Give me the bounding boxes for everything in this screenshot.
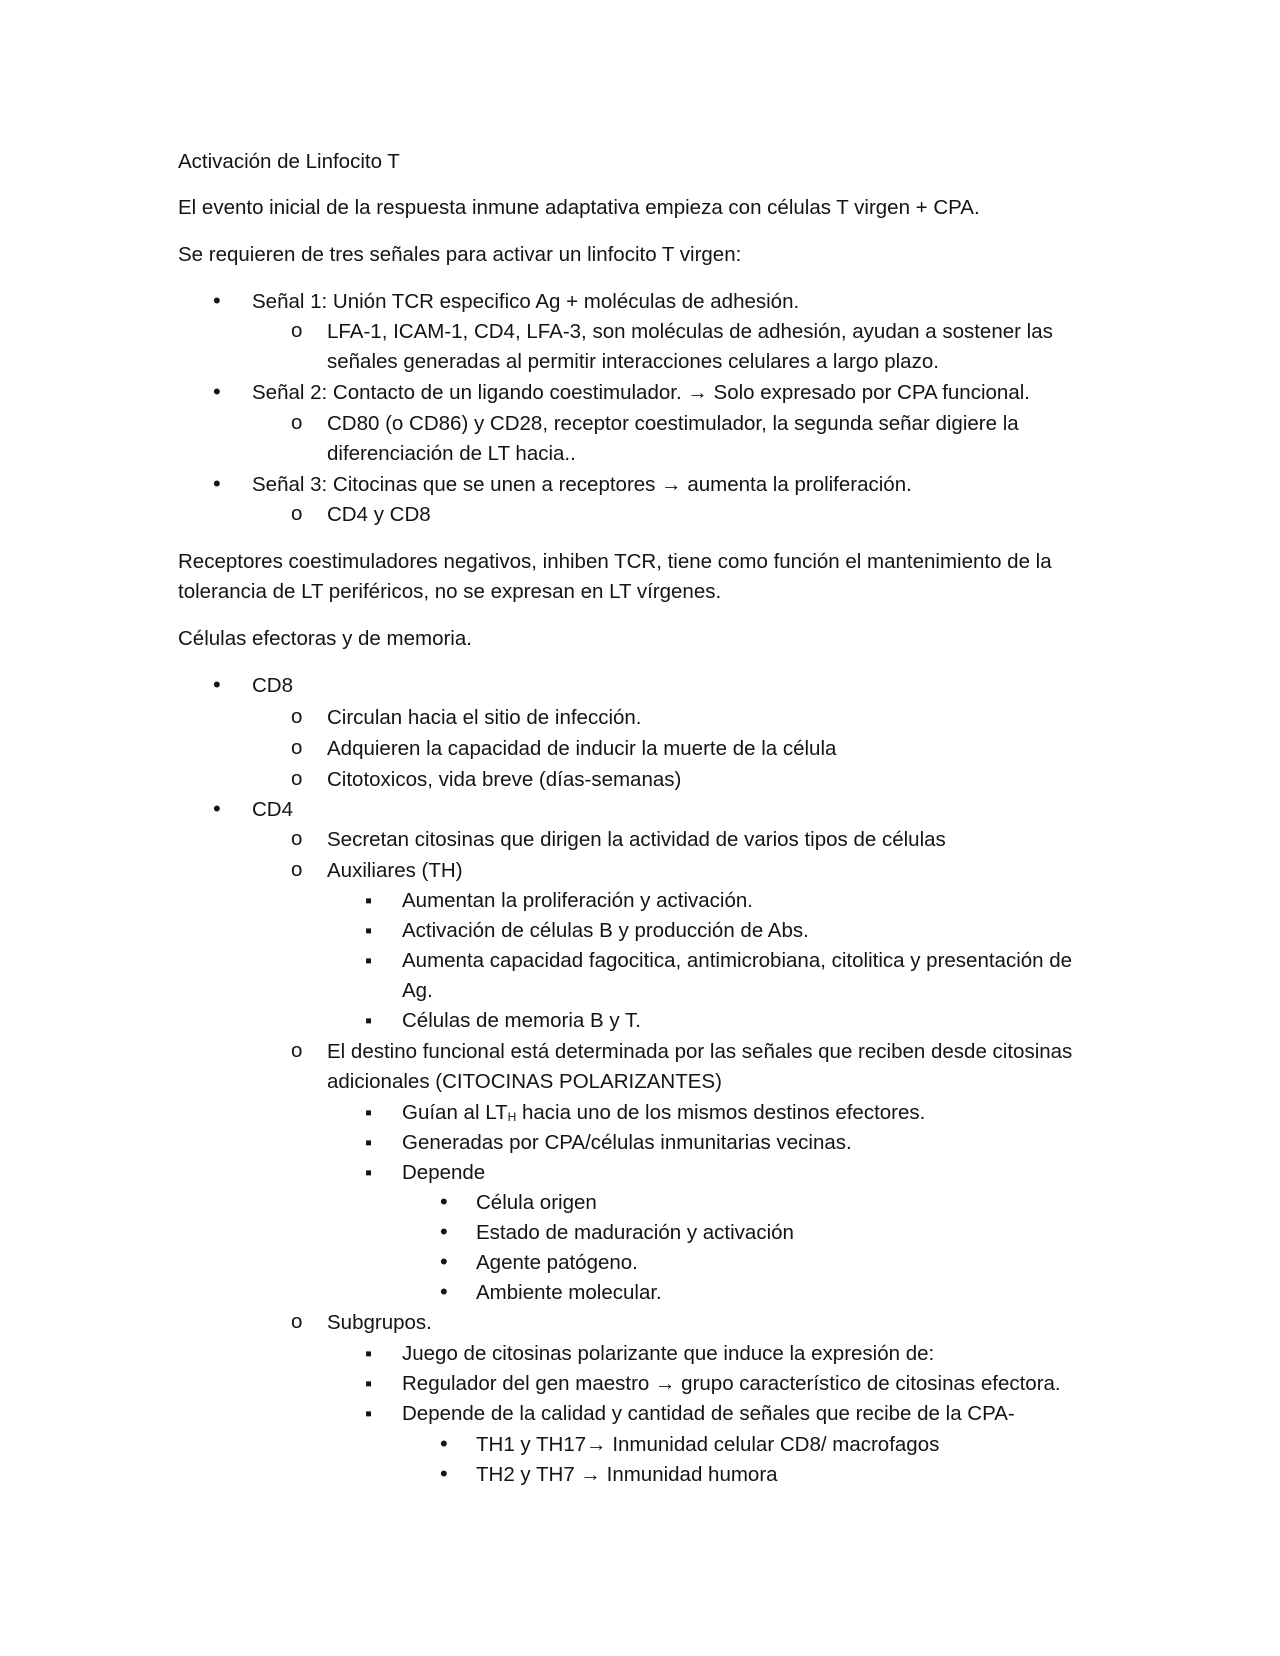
bullet-circle	[291, 702, 302, 732]
bullet-square	[365, 946, 372, 976]
bullet-square	[365, 1098, 372, 1128]
signal-2-detail: CD80 (o CD86) y CD28, receptor coestimulador, la segunda señar digiere la	[327, 412, 1019, 435]
signal-2: Señal 2: Contacto de un ligando coestimulador. → Solo expresado por CPA funcional.	[252, 381, 1030, 404]
bullet-circle	[291, 855, 302, 885]
bullet-circle	[291, 824, 302, 854]
destiny-detail: Depende	[402, 1161, 486, 1184]
cd4-item: CD4	[252, 798, 294, 821]
bullet-square	[365, 1006, 372, 1036]
subgroup-detail: Depende de la calidad y cantidad de señales que recibe de la CPA-	[402, 1402, 1015, 1425]
bullet-disc	[213, 670, 221, 701]
th-function: Aumenta capacidad fagocitica, antimicrobiana, citolitica y presentación de	[402, 949, 1073, 972]
dependency-item: Célula origen	[476, 1191, 597, 1214]
bullet-disc	[440, 1217, 448, 1248]
th-subset-item: TH1 y TH17→ Inmunidad celular CD8/ macrofagos	[476, 1433, 940, 1456]
th-function-cont: Ag.	[402, 979, 433, 1002]
dependency-item: Estado de maduración y activación	[476, 1221, 794, 1244]
negative-receptors-paragraph: Receptores coestimuladores negativos, inhiben TCR, tiene como función el mantenimiento de la	[178, 550, 1052, 573]
cd8-detail: Adquieren la capacidad de inducir la muerte de la célula	[327, 737, 837, 760]
functional-destiny-cont: adicionales (CITOCINAS POLARIZANTES)	[327, 1070, 722, 1093]
bullet-square	[365, 886, 372, 916]
cd8-detail: Citotoxicos, vida breve (días-semanas)	[327, 768, 682, 791]
bullet-square	[365, 1128, 372, 1158]
bullet-disc	[440, 1429, 448, 1460]
bullet-square	[365, 1339, 372, 1369]
bullet-circle	[291, 764, 302, 794]
bullet-disc	[440, 1459, 448, 1490]
destiny-detail: Guían al $LT_H$ hacia uno de los mismos destinos efectores.	[402, 1101, 926, 1124]
bullet-circle	[291, 316, 302, 346]
signal-1-detail-cont: señales generadas al permitir interacciones celulares a largo plazo.	[327, 350, 939, 373]
bullet-disc	[440, 1187, 448, 1218]
th-subset-item: TH2 y TH7 → Inmunidad humora	[476, 1463, 778, 1486]
signal-1: Señal 1: Unión TCR especifico Ag + moléculas de adhesión.	[252, 290, 800, 313]
cd8-detail: Circulan hacia el sitio de infección.	[327, 706, 642, 729]
subgroups-item: Subgrupos.	[327, 1311, 432, 1334]
bullet-disc	[213, 377, 221, 408]
bullet-circle	[291, 499, 302, 529]
signal-2-detail-cont: diferenciación de LT hacia..	[327, 442, 576, 465]
bullet-disc	[440, 1277, 448, 1308]
dependency-item: Ambiente molecular.	[476, 1281, 662, 1304]
functional-destiny: El destino funcional está determinada por las señales que reciben desde citosinas	[327, 1040, 1073, 1063]
cd4-detail: Secretan citosinas que dirigen la actividad de varios tipos de células	[327, 828, 946, 851]
cd4-detail: Auxiliares (TH)	[327, 859, 463, 882]
bullet-disc	[213, 469, 221, 500]
dependency-item: Agente patógeno.	[476, 1251, 638, 1274]
cd8-item: CD8	[252, 674, 294, 697]
subgroup-detail: Regulador del gen maestro → grupo característico de citosinas efectora.	[402, 1372, 1061, 1395]
th-function: Aumentan la proliferación y activación.	[402, 889, 753, 912]
intro-paragraph: El evento inicial de la respuesta inmune adaptativa empieza con células T virgen + CPA.	[178, 196, 980, 219]
bullet-square	[365, 916, 372, 946]
section-heading: Células efectoras y de memoria.	[178, 627, 472, 650]
intro-paragraph-2: Se requieren de tres señales para activar un linfocito T virgen:	[178, 243, 742, 266]
bullet-circle	[291, 1307, 302, 1337]
signal-3: Señal 3: Citocinas que se unen a receptores → aumenta la proliferación.	[252, 473, 912, 496]
th-function: Activación de células B y producción de Abs.	[402, 919, 809, 942]
bullet-square	[365, 1158, 372, 1188]
bullet-square	[365, 1399, 372, 1429]
negative-receptors-paragraph-cont: tolerancia de LT periféricos, no se expresan en LT vírgenes.	[178, 580, 722, 603]
bullet-circle	[291, 408, 302, 438]
bullet-circle	[291, 1036, 302, 1066]
subgroup-detail: Juego de citosinas polarizante que induce la expresión de:	[402, 1342, 935, 1365]
bullet-disc	[213, 286, 221, 317]
bullet-square	[365, 1369, 372, 1399]
bullet-disc	[213, 794, 221, 825]
th-function: Células de memoria B y T.	[402, 1009, 641, 1032]
document-title: Activación de Linfocito T	[178, 150, 400, 173]
signal-1-detail: LFA-1, ICAM-1, CD4, LFA-3, son moléculas de adhesión, ayudan a sostener las	[327, 320, 1053, 343]
bullet-circle	[291, 733, 302, 763]
signal-3-detail: CD4 y CD8	[327, 503, 431, 526]
destiny-detail: Generadas por CPA/células inmunitarias vecinas.	[402, 1131, 852, 1154]
bullet-disc	[440, 1247, 448, 1278]
